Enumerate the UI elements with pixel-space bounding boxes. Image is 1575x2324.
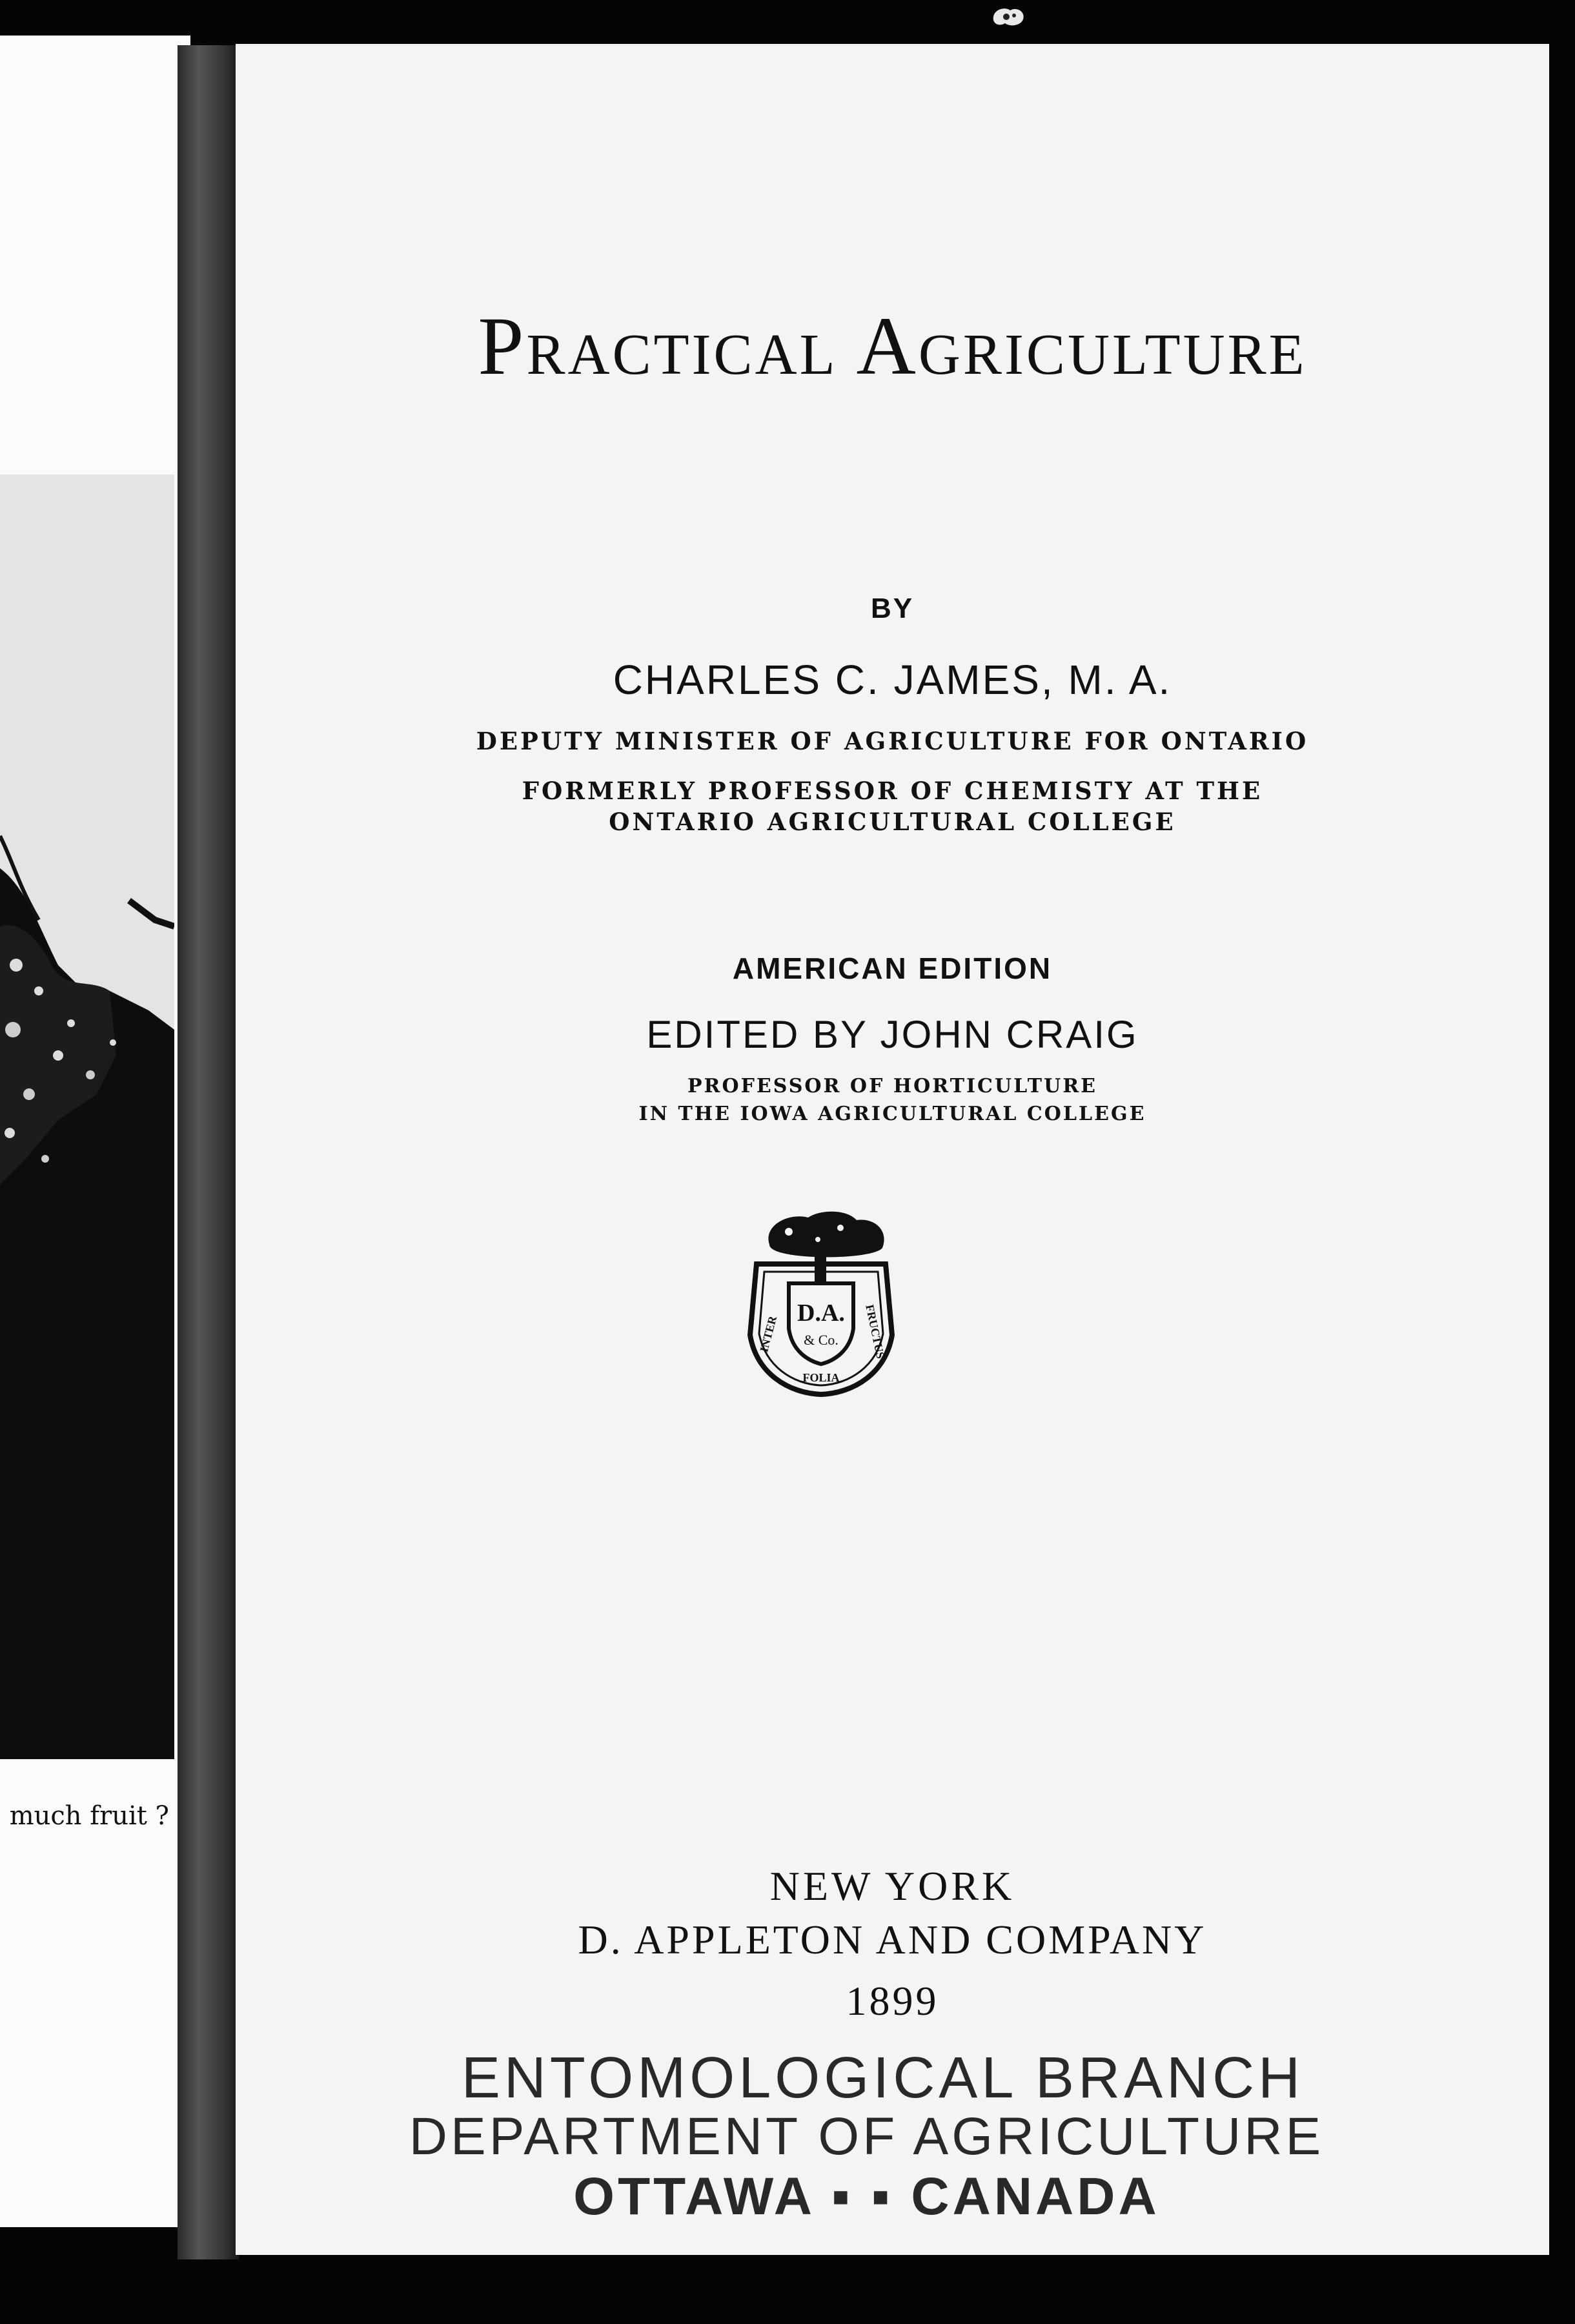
edition-label: AMERICAN EDITION bbox=[732, 952, 1053, 985]
publisher-name: D. APPLETON AND COMPANY bbox=[578, 1917, 1207, 1962]
editor-name: EDITED BY JOHN CRAIG bbox=[646, 1013, 1139, 1056]
binding-gutter bbox=[178, 45, 239, 2259]
editor-role-line2: IN THE IOWA AGRICULTURAL COLLEGE bbox=[638, 1103, 1146, 1125]
title-page bbox=[236, 44, 1549, 2255]
library-stamp-line2: DEPARTMENT OF AGRICULTURE bbox=[409, 2107, 1325, 2166]
author-name: CHARLES C. JAMES, M. A. bbox=[613, 657, 1172, 703]
scan-blot-mark bbox=[991, 5, 1027, 28]
emblem-initials: D.A. bbox=[797, 1300, 845, 1327]
emblem-motto-left: INTER bbox=[757, 1314, 780, 1354]
publisher-emblem bbox=[744, 1206, 899, 1400]
publication-year: 1899 bbox=[846, 1978, 939, 2024]
emblem-motto-bottom: FOLIA bbox=[802, 1371, 840, 1384]
frontispiece-photo bbox=[0, 474, 174, 1759]
library-stamp-line1: ENTOMOLOGICAL BRANCH bbox=[461, 2046, 1305, 2110]
frontispiece-caption: much fruit ? bbox=[9, 1801, 169, 1831]
author-former-position-line1: FORMERLY PROFESSOR OF CHEMISTY AT THE bbox=[522, 777, 1263, 805]
by-line: BY bbox=[870, 593, 915, 624]
emblem-sub-initials: & Co. bbox=[804, 1332, 838, 1348]
editor-role-line1: PROFESSOR OF HORTICULTURE bbox=[687, 1075, 1098, 1097]
frontispiece-photo-image bbox=[0, 474, 174, 1759]
author-former-position-line2: ONTARIO AGRICULTURAL COLLEGE bbox=[609, 808, 1176, 836]
emblem-motto-right: FRUCTUS bbox=[863, 1303, 888, 1360]
publisher-city: NEW YORK bbox=[769, 1863, 1015, 1909]
author-role: DEPUTY MINISTER OF AGRICULTURE FOR ONTARIO bbox=[476, 727, 1309, 755]
facing-page bbox=[0, 36, 190, 2227]
book-title: Practical Agriculture bbox=[478, 300, 1307, 392]
emblem-tree-crown bbox=[768, 1212, 884, 1258]
library-stamp-line3: OTTAWA ▪ ▪ CANADA bbox=[573, 2167, 1160, 2226]
